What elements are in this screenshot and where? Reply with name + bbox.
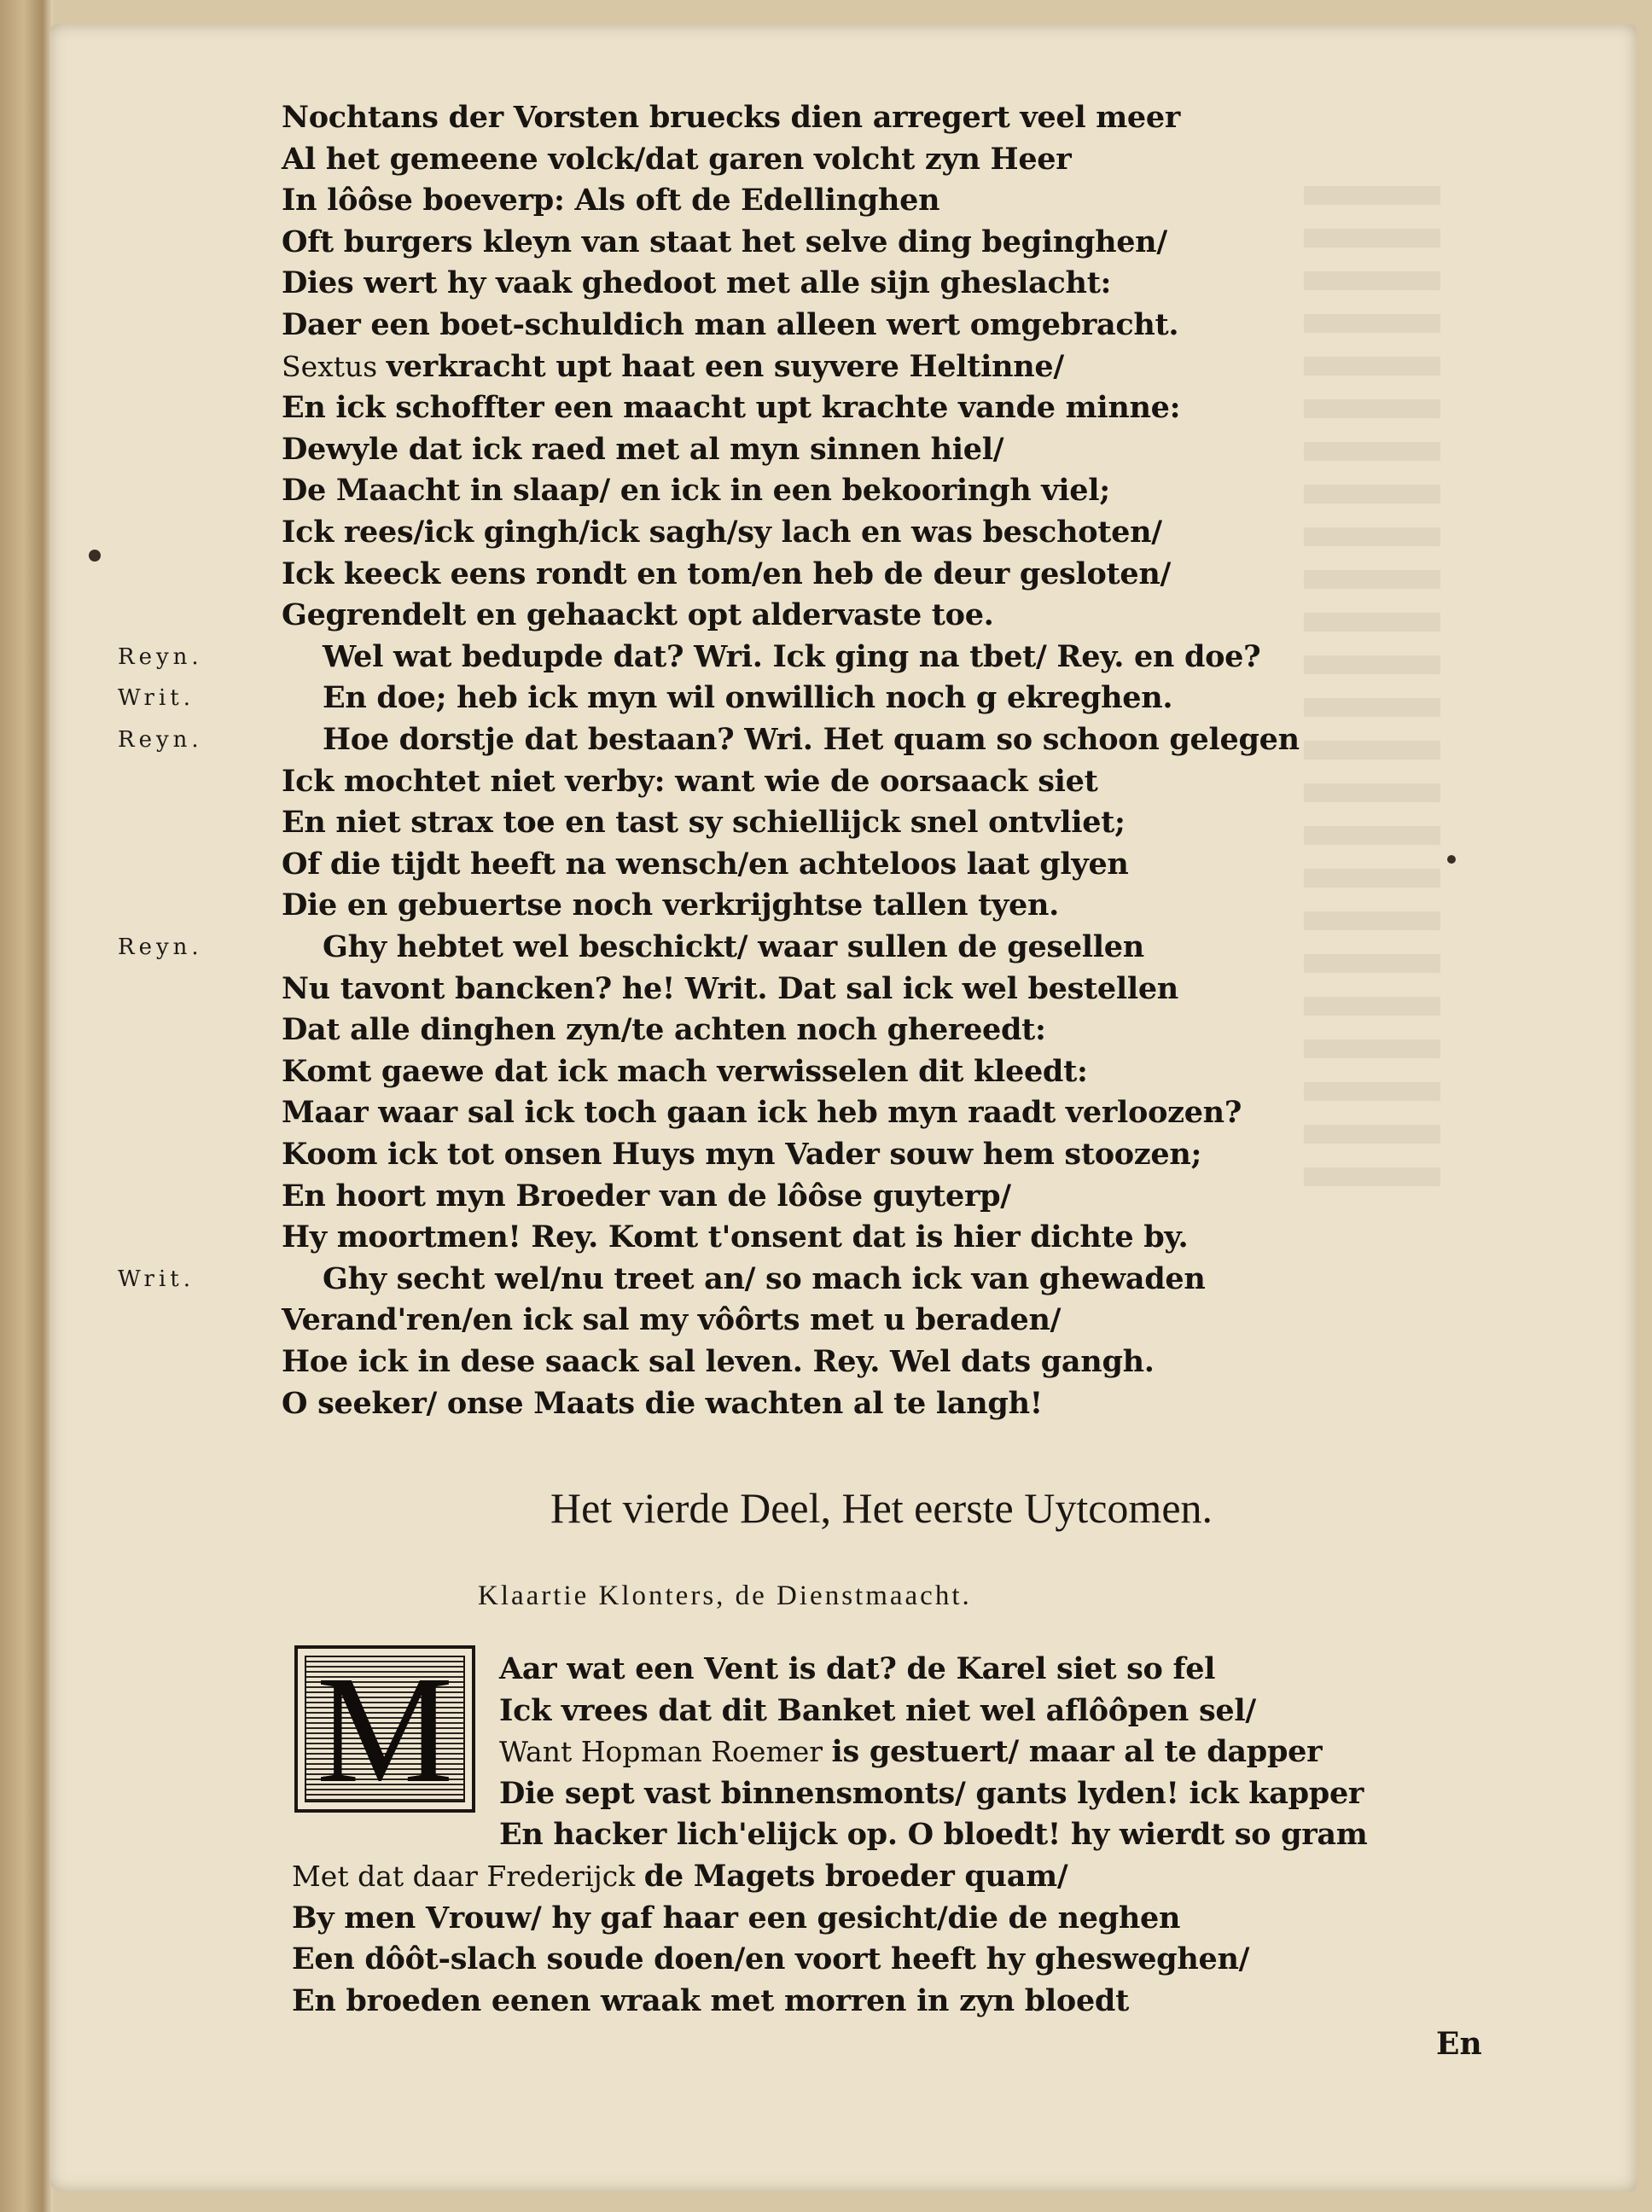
- text-line: [282, 222, 1167, 263]
- line-text: Komt gaewe dat ick mach verwisselen dit kleedt:: [282, 1054, 1088, 1089]
- line-text: En hacker lich'elijck op. O bloedt! hy wierdt so gram: [499, 1817, 1368, 1852]
- line-text: Maar waar sal ick toch gaan ick heb myn raadt verloozen?: [282, 1095, 1242, 1130]
- ink-spot: [1447, 855, 1456, 864]
- line-text: Dies wert hy vaak ghedoot met alle sijn gheslacht:: [282, 265, 1112, 300]
- text-line: [282, 1051, 1088, 1092]
- speaker-label: Reyn.: [118, 644, 203, 670]
- text-line: [282, 969, 1178, 1010]
- text-line: [282, 554, 1171, 595]
- line-text: Ick keeck eens rondt en tom/en heb de deur gesloten/: [282, 556, 1171, 591]
- text-line: [282, 387, 1180, 428]
- line-text: Hoe dorstje dat bestaan? Wri. Het quam so schoon gelegen: [323, 722, 1300, 757]
- text-line: [282, 1134, 1201, 1175]
- line-text: Een dôôt-slach soude doen/en voort heeft hy ghesweghen/: [292, 1941, 1250, 1976]
- line-text: Oft burgers kleyn van staat het selve ding beginghen/: [282, 224, 1167, 259]
- speaker-label: Reyn.: [118, 727, 203, 753]
- text-line: [282, 1092, 1242, 1133]
- decorated-initial: [294, 1645, 475, 1813]
- line-text: Wel wat bedupde dat? Wri. Ick ging na tbet/ Rey. en doe?: [323, 639, 1261, 674]
- line-text: Gegrendelt en gehaackt opt aldervaste toe.: [282, 597, 994, 632]
- text-line: [282, 429, 1003, 470]
- text-line: [292, 1939, 1249, 1980]
- line-text: Ick mochtet niet verby: want wie de oorsaack siet: [282, 764, 1098, 799]
- line-text: is gestuert/ maar al te dapper: [831, 1734, 1323, 1769]
- text-line: [282, 1300, 1061, 1341]
- text-line: [499, 1649, 1215, 1690]
- speaker-label: Writ.: [118, 1266, 195, 1292]
- character-heading: Klaartie Klonters, de Dienstmaacht.: [478, 1580, 972, 1611]
- line-text: Al het gemeene volck/dat garen volcht zyn Heer: [282, 142, 1072, 177]
- text-line: [323, 678, 1172, 719]
- text-line: [282, 139, 1071, 180]
- text-line: [323, 1259, 1206, 1300]
- line-text: En ick schoffter een maacht upt krachte vande minne:: [282, 390, 1181, 425]
- text-line: [323, 927, 1144, 968]
- text-line: [282, 1176, 1011, 1217]
- roman-name: Want Hopman Roemer: [499, 1735, 832, 1768]
- text-line: [282, 1383, 1043, 1424]
- line-text: Nu tavont bancken? he! Writ. Dat sal ick wel bestellen: [282, 971, 1178, 1006]
- text-line: [282, 180, 939, 221]
- text-line: [282, 346, 1064, 387]
- line-text: de Magets broeder quam/: [643, 1859, 1068, 1894]
- text-line: [499, 1814, 1368, 1855]
- line-text: By men Vrouw/ hy gaf haar een gesicht/die de neghen: [292, 1901, 1181, 1936]
- act-heading: Het vierde Deel, Het eerste Uytcomen.: [550, 1484, 1213, 1532]
- text-line: [282, 595, 994, 636]
- roman-name: Sextus: [282, 350, 387, 383]
- speaker-label: Writ.: [118, 685, 195, 711]
- line-text: Ick rees/ick gingh/ick sagh/sy lach en was beschoten/: [282, 515, 1162, 550]
- text-line: [282, 844, 1129, 885]
- book-spine: [0, 0, 53, 2212]
- text-line: [323, 719, 1300, 760]
- line-text: Die sept vast binnensmonts/ gants lyden! ick kapper: [499, 1776, 1364, 1811]
- text-line: [499, 1732, 1322, 1773]
- line-text: Daer een boet-schuldich man alleen wert omgebracht.: [282, 307, 1179, 342]
- text-line: [323, 637, 1260, 678]
- line-text: De Maacht in slaap/ en ick in een bekooringh viel;: [282, 473, 1110, 508]
- line-text: En hoort myn Broeder van de lôôse guyterp/: [282, 1179, 1011, 1214]
- text-line: [292, 1898, 1180, 1939]
- text-line: [282, 512, 1162, 553]
- line-text: Ick vrees dat dit Banket niet wel aflôôpen sel/: [499, 1693, 1256, 1728]
- text-line: [282, 263, 1111, 304]
- text-line: [282, 305, 1178, 346]
- text-line: [282, 470, 1110, 511]
- line-text: O seeker/ onse Maats die wachten al te langh!: [282, 1386, 1043, 1421]
- text-line: [292, 1856, 1067, 1897]
- line-text: Die en gebuertse noch verkrijghtse tallen tyen.: [282, 888, 1060, 923]
- roman-name: Met dat daar Frederijck: [292, 1860, 644, 1893]
- line-text: Aar wat een Vent is dat? de Karel siet so fel: [499, 1651, 1216, 1686]
- line-text: verkracht upt haat een suyvere Heltinne/: [386, 349, 1064, 384]
- line-text: Koom ick tot onsen Huys myn Vader souw hem stoozen;: [282, 1137, 1202, 1172]
- line-text: En broeden eenen wraak met morren in zyn bloedt: [292, 1983, 1129, 2018]
- ink-spot: [89, 550, 101, 562]
- line-text: Ghy secht wel/nu treet an/ so mach ick van ghewaden: [323, 1261, 1206, 1296]
- initial-letter: M: [316, 1644, 454, 1814]
- line-text: Nochtans der Vorsten bruecks dien arregert veel meer: [282, 100, 1181, 135]
- line-text: En doe; heb ick myn wil onwillich noch g ekreghen.: [323, 680, 1173, 715]
- text-line: [282, 885, 1059, 926]
- text-line: [282, 1217, 1188, 1258]
- catchword: En: [1436, 2026, 1482, 2062]
- line-text: Ghy hebtet wel beschickt/ waar sullen de gesellen: [323, 929, 1144, 964]
- text-line: [282, 802, 1126, 843]
- text-line: [499, 1773, 1364, 1814]
- line-text: Hoe ick in dese saack sal leven. Rey. Wel dats gangh.: [282, 1344, 1155, 1379]
- text-line: [292, 1981, 1129, 2022]
- line-text: Verand'ren/en ick sal my vôôrts met u beraden/: [282, 1302, 1062, 1337]
- text-line: [499, 1691, 1256, 1732]
- text-line: [282, 1342, 1155, 1382]
- show-through-from-verso: [1304, 186, 1440, 1210]
- line-text: Dat alle dinghen zyn/te achten noch ghereedt:: [282, 1012, 1046, 1047]
- line-text: En niet strax toe en tast sy schiellijck snel ontvliet;: [282, 805, 1126, 840]
- speaker-label: Reyn.: [118, 934, 203, 960]
- line-text: Dewyle dat ick raed met al myn sinnen hiel/: [282, 432, 1004, 467]
- line-text: Hy moortmen! Rey. Komt t'onsent dat is hier dichte by.: [282, 1220, 1189, 1254]
- line-text: In lôôse boeverp: Als oft de Edellinghen: [282, 183, 940, 218]
- text-line: [282, 761, 1097, 802]
- text-line: [282, 97, 1180, 138]
- text-line: [282, 1010, 1046, 1051]
- line-text: Of die tijdt heeft na wensch/en achteloos laat glyen: [282, 847, 1129, 882]
